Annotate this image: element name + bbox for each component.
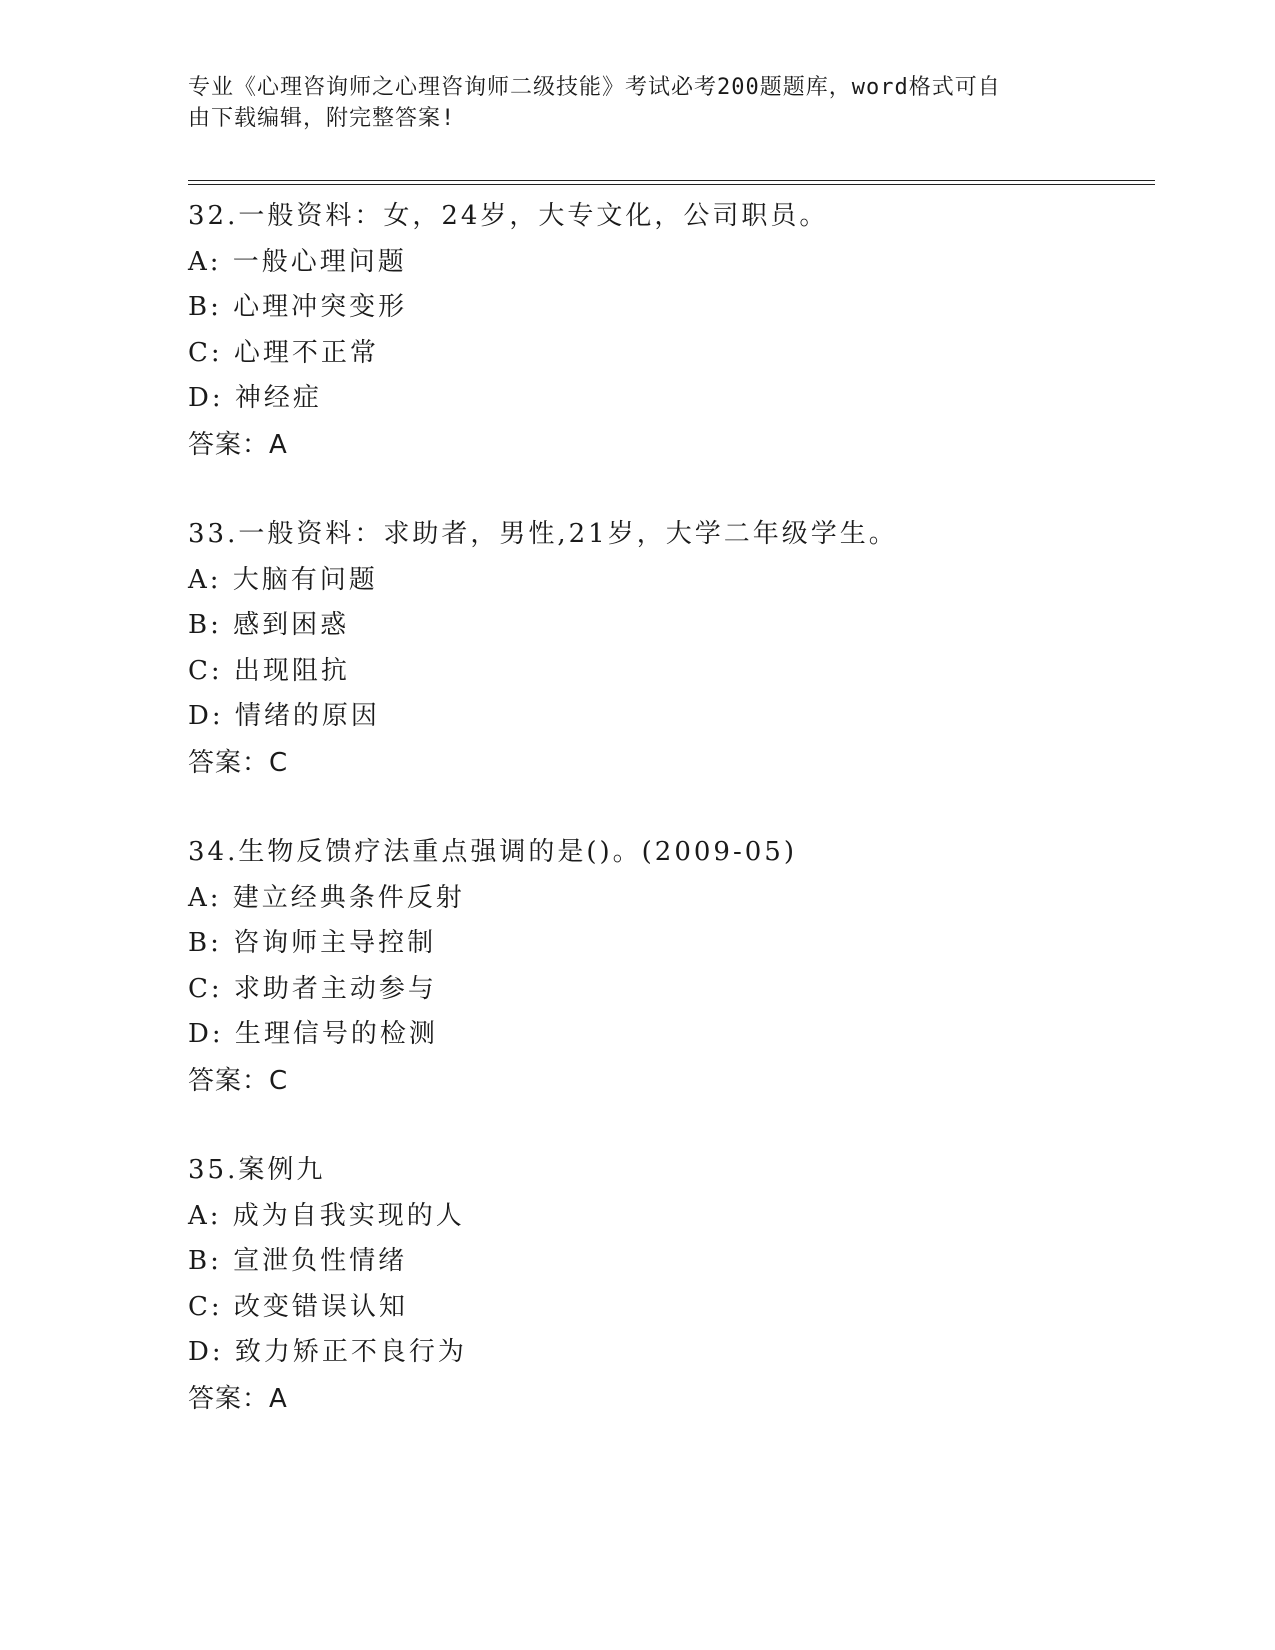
answer-line: 答案：C [188, 747, 289, 778]
option-a: A: 大脑有问题 [188, 564, 378, 595]
header-line-2: 由下载编辑，附完整答案! [188, 106, 456, 131]
answer-line: 答案：C [188, 1065, 289, 1096]
question-list [188, 194, 1148, 1422]
question-block [188, 512, 1148, 786]
answer-line: 答案：A [188, 429, 288, 460]
question-stem: 33.一般资料：求助者，男性,21岁，大学二年级学生。 [188, 518, 898, 549]
option-d: D: 神经症 [188, 383, 322, 414]
option-c: C: 出现阻抗 [188, 655, 350, 686]
option-b: B: 感到困惑 [188, 610, 350, 641]
option-d: D: 致力矫正不良行为 [188, 1337, 467, 1368]
document-header [188, 72, 1068, 134]
option-b: B: 咨询师主导控制 [188, 928, 437, 959]
header-divider-bottom [188, 184, 1155, 185]
header-line-1: 专业《心理咨询师之心理咨询师二级技能》考试必考200题题库，word格式可自 [188, 75, 1001, 100]
option-c: C: 心理不正常 [188, 337, 379, 368]
option-a: A: 一般心理问题 [188, 246, 407, 277]
question-stem: 34.生物反馈疗法重点强调的是()。(2009-05) [188, 836, 797, 867]
option-a: A: 成为自我实现的人 [188, 1200, 465, 1231]
question-block [188, 1148, 1148, 1422]
question-block [188, 830, 1148, 1104]
question-stem: 32.一般资料：女，24岁，大专文化，公司职员。 [188, 201, 829, 231]
option-d: D: 生理信号的检测 [188, 1019, 438, 1050]
option-b: B: 宣泄负性情绪 [188, 1246, 408, 1277]
question-block [188, 194, 1148, 468]
question-stem: 35.案例九 [188, 1154, 326, 1185]
option-d: D: 情绪的原因 [188, 701, 380, 732]
option-a: A: 建立经典条件反射 [188, 882, 465, 913]
header-divider-top [188, 180, 1155, 181]
option-c: C: 求助者主动参与 [188, 973, 437, 1004]
option-b: B: 心理冲突变形 [188, 292, 408, 323]
answer-line: 答案：A [188, 1383, 288, 1414]
option-c: C: 改变错误认知 [188, 1291, 408, 1322]
